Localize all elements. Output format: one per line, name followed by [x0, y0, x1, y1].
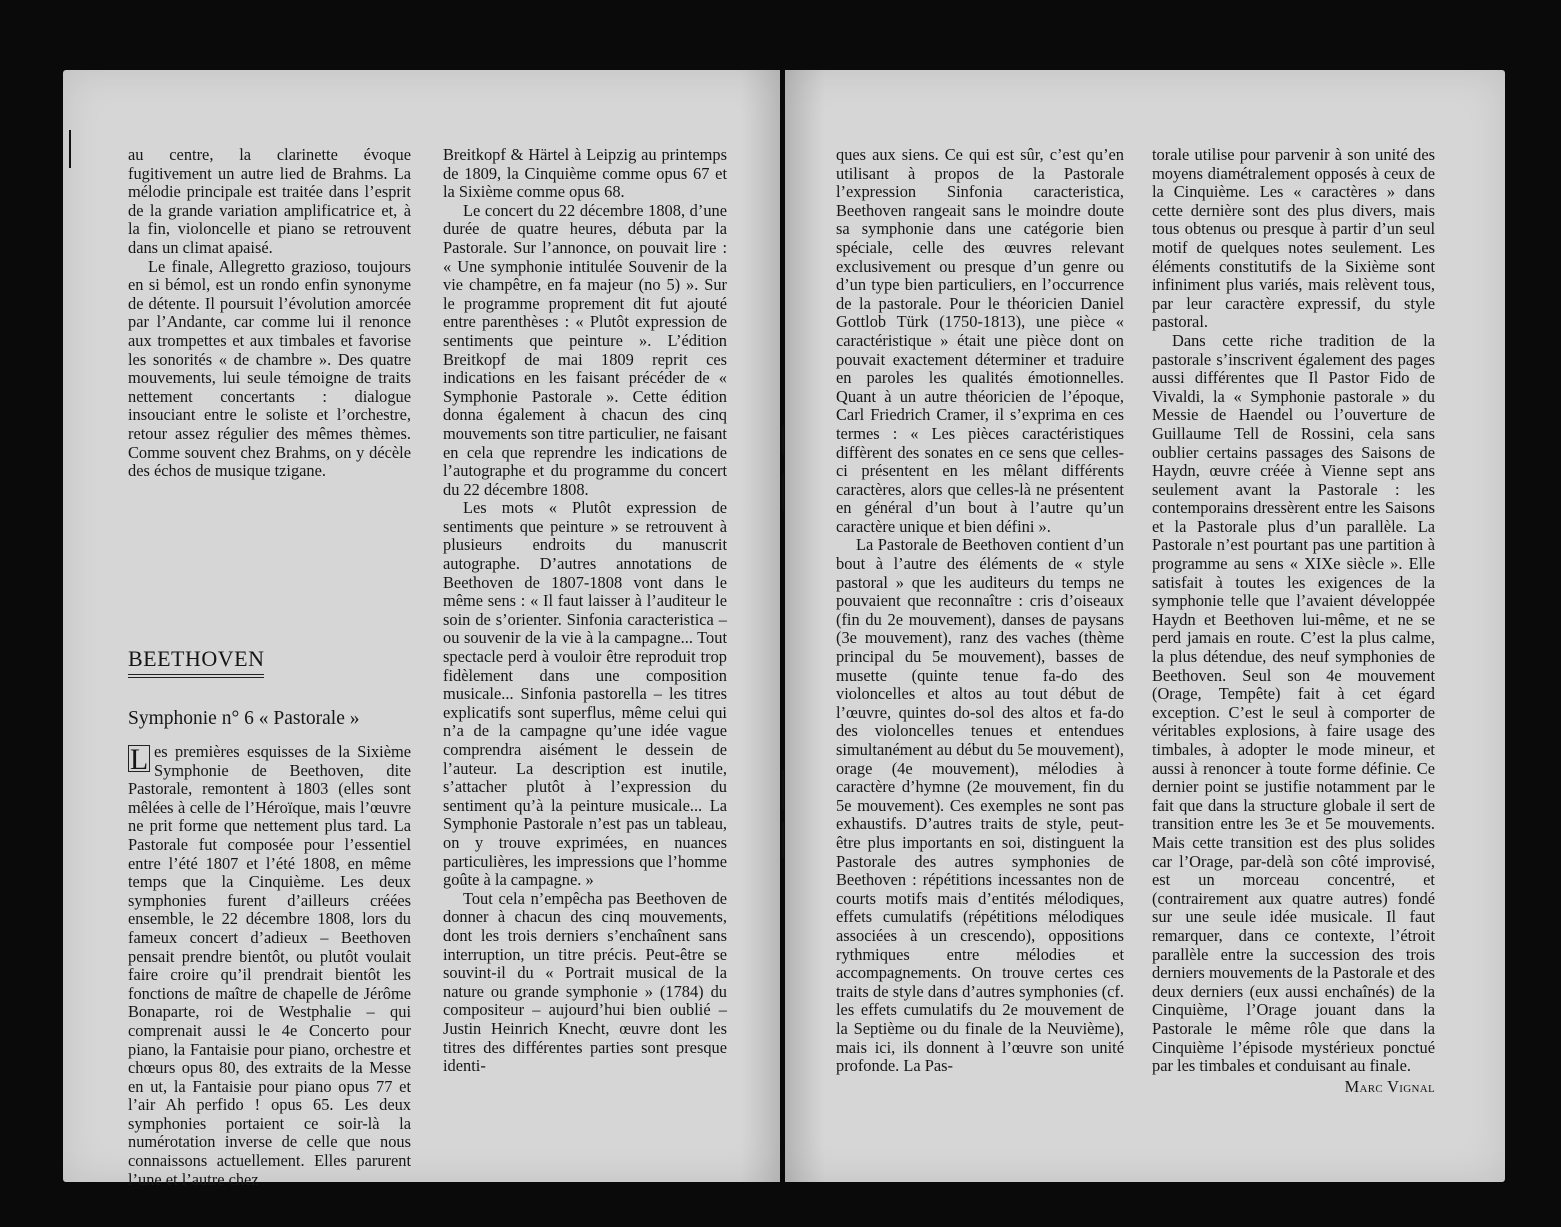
paragraph: La Pastorale de Beethoven contient d’un bout à l’autre des éléments de « style pastoral » que les auditeurs du temps ne pouvaient que reconnaître : cris d’oiseaux (fin du 2e mouvement), danses de paysans (3e mouvement), ranz des vaches (thème principal du 5e mouvement), basses de musette (quinte tenue fa-do des violoncelles et altos au tout début de l’œuvre, quintes do-sol des altos et fa-do des violoncelles tenues et entendues simultanément au début du 5e mouvement), orage (4e mouvement), mélodies à caractère d’hymne (2e mouvement, fin du 5e mouvement). Ces exemples ne sont pas exhaustifs. D’autres traits de style, peut-être plus importants en soi, distinguent la Pastorale des autres symphonies de Beethoven : répétitions incessantes non de courts motifs mais d’entités mélodiques, effets cumulatifs (répétitions mélodiques associées à un crescendo), oppositions rythmiques entre mélodies et accompagnements. On trouve certes ces traits de style dans d’autres symphonies (cf. les effets cumulatifs du 2e mouvement de la Septième ou du finale de la Neuvième), mais ici, ils donnent à l’œuvre son unité profonde. La Pas- [836, 535, 1124, 1076]
beethoven-section [128, 646, 411, 1189]
left-page [63, 70, 780, 1189]
paragraph: Les mots « Plutôt expression de sentiments que peinture » se retrouvent à plusieurs endroits du manuscrit autographe. D’autres annotations de Beethoven de 1807-1808 vont dans le même sens : « Il faut laisser à l’auditeur le soin de s’orienter. Sinfonia caracteristica – ou souvenir de la vie à la campagne... Tout spectacle perd à vouloir être reproduit trop fidèlement dans une composition musicale... Sinfonia pastorella – les titres explicatifs sont superflus, même celui qui n’a de la campagne qu’une idée vague comprendra aisément le dessein de l’auteur. La description est inutile, s’attacher plutôt à l’expression du sentiment qu’à la peinture musicale... La Symphonie Pastorale n’est pas un tableau, on y trouve exprimées, en nuances particulières, les impressions que l’homme goûte à la campagne. » [443, 498, 727, 890]
column-3 [836, 146, 1124, 1076]
column-1 [128, 145, 411, 1189]
gutter-shadow [785, 70, 825, 1182]
paragraph: Le finale, Allegretto grazioso, toujours en si bémol, est un rondo enfin synonyme de détente. Il poursuit l’évolution amorcée par l’Andante, car comme lui il renonce aux trompettes et aux timbales et favorise les sonorités « de chambre ». Des quatre mouvements, lui seule témoigne de traits nettement concertants : dialogue insouciant entre le soliste et l’orchestre, retour assez régulier des mêmes thèmes. Comme souvent chez Brahms, on y décèle des échos de musique tzigane. [128, 256, 411, 481]
gutter-shadow [740, 70, 780, 1182]
staple [777, 770, 789, 860]
drop-cap: L [129, 743, 149, 776]
paragraph: Tout cela n’empêcha pas Beethoven de donner à chacun des cinq mouvements, dont les trois derniers s’enchaînent sans interruption, un titre précis. Peut-être se souvint-il du « Portrait musical de la nature ou grande symphonie » (1784) du compositeur – aujourd’hui bien oublié – Justin Heinrich Knecht, œuvre dont les titres des différentes parties sont presque identi- [443, 888, 727, 1076]
staple [777, 425, 789, 515]
lead-paragraph [128, 743, 411, 1189]
right-page [785, 70, 1505, 1182]
work-title: Symphonie n° 6 « Pastorale » [128, 708, 360, 729]
paragraph: torale utilise pour parvenir à son unité des moyens diamétralement opposés à ceux de la Cinquième. Les « caractères » dans cette dernière sont des plus divers, mais tous obtenus ou presque à partir d’un seul motif de quelques notes seulement. Les éléments constitutifs de la Sixième sont infiniment plus variés, mais relèvent tous, par leur caractère expressif, du style pastoral. [1152, 145, 1435, 332]
paragraph: Breitkopf & Härtel à Leipzig au printemps de 1809, la Cinquième comme opus 67 et la Sixième comme opus 68. [443, 145, 727, 202]
lead-text: es premières esquisses de la Sixième Symphonie de Beethoven, dite Pastorale, remontent à 1803 (elles sont mêlées à celle de l’Héroïque, mais l’œuvre ne prit forme que nettement plus tard. La Pastorale fut composée pour l’essentiel entre l’été 1807 et l’été 1808, en même temps que la Cinquième. Les deux symphonies furent d’ailleurs créées ensemble, le 22 décembre 1808, lors du fameux concert d’adieux – Beethoven pensait prendre bientôt, ou plutôt voulait faire croire qu’il prendrait bientôt les fonctions de maître de chapelle de Jérôme Bonaparte, roi de Westphalie – qui comprenait aussi le 4e Concerto pour piano, la Fantaisie pour piano, orchestre et chœurs opus 80, des extraits de la Messe en ut, la Fantaisie pour piano opus 77 et l’air Ah perfido ! opus 65. Les deux symphonies portaient ce soir-là la numérotation inverse de celle que nous connaissons actuellement. Elles parurent l’une et l’autre chez [128, 742, 411, 1189]
column-2 [443, 146, 727, 1076]
margin-mark [69, 130, 71, 168]
paragraph: ques aux siens. Ce qui est sûr, c’est qu’en utilisant à propos de la Pastorale l’expression Sinfonia caracteristica, Beethoven rangeait sans le moindre doute sa symphonie dans une catégorie bien spéciale, celle des œuvres relevant exclusivement ou presque d’un genre ou d’un type bien particuliers, en l’occurrence de la pastorale. Pour le théoricien Daniel Gottlob Türk (1750-1813), une pièce « caractéristique » était une pièce dont on pouvait exactement déterminer et traduire en paroles les qualités émotionnelles. Quant à un autre théoricien de l’époque, Carl Friedrich Cramer, il s’exprima en ces termes : « Les pièces caractéristiques diffèrent des sonates en ce sens que celles-ci présentent en les mêlant différents caractères, alors que celles-là ne présentent en général d’un bout à l’autre qu’un caractère unique et bien défini ». [836, 145, 1124, 536]
column-4 [1152, 146, 1435, 1096]
section-heading: BEETHOVEN [128, 646, 264, 675]
paragraph: au centre, la clarinette évoque fugitivement un autre lied de Brahms. La mélodie principale est traitée dans l’esprit de la grande variation amplificatrice et, à la fin, violoncelle et piano se retrouvent dans un climat apaisé. [128, 145, 411, 257]
paragraph: Le concert du 22 décembre 1808, d’une durée de quatre heures, débuta par la Pastorale. Sur l’annonce, on pouvait lire : « Une symphonie intitulée Souvenir de la vie champêtre, en fa majeur (no 5) ». Sur le programme proprement dit fut ajouté entre parenthèses : « Plutôt expression de sentiments que peinture ». L’édition Breitkopf de mai 1809 reprit ces indications en les faisant précéder de « Symphonie Pastorale ». Cette édition donna également à chacun des cinq mouvements son titre particulier, ne faisant en cela que reprendre les indications de l’autographe et du programme du concert du 22 décembre 1808. [443, 200, 727, 499]
paragraph: Dans cette riche tradition de la pastorale s’inscrivent également des pages aussi différentes que Il Pastor Fido de Vivaldi, la « Symphonie pastorale » du Messie de Haendel ou l’ouverture de Guillaume Tell de Rossini, cela sans oublier certains passages des Saisons de Haydn, œuvre créée à Vienne sept ans seulement avant la Pastorale : les contemporains dressèrent entre les Saisons et la Pastorale plus d’un parallèle. La Pastorale n’est pourtant pas une partition à programme au sens « XIXe siècle ». Elle satisfait à toutes les exigences de la symphonie telle que l’avaient développée Haydn et Beethoven lui-même, et ne se perd jamais en route. C’est la plus calme, la plus détendue, des neuf symphonies de Beethoven. Seul son 4e mouvement (Orage, Tempête) fait à cet égard exception. C’est le seul à comporter de véritables explosions, à faire usage des timbales, à adopter le mode mineur, et aussi à renoncer à toute forme définie. Ce dernier point se justifie notamment par le fait que dans la structure globale il sert de transition entre les 3e et 5e mouvements. Mais cette transition est des plus solides car l’Orage, par-delà son côté improvisé, est un morceau concentré, et (contrairement aux quatre autres) fondé sur une seule idée musicale. Il faut remarquer, dans ce contexte, l’étroit parallèle entre la succession des trois derniers mouvements de la Pastorale et des deux derniers (eux aussi enchaînés) de la Cinquième, l’Orage jouant dans la Pastorale le même rôle que dans la Cinquième l’épisode mystérieux ponctué par les timbales et conduisant au finale. [1152, 330, 1435, 1076]
author-signature: Marc Vignal [1344, 1076, 1435, 1096]
